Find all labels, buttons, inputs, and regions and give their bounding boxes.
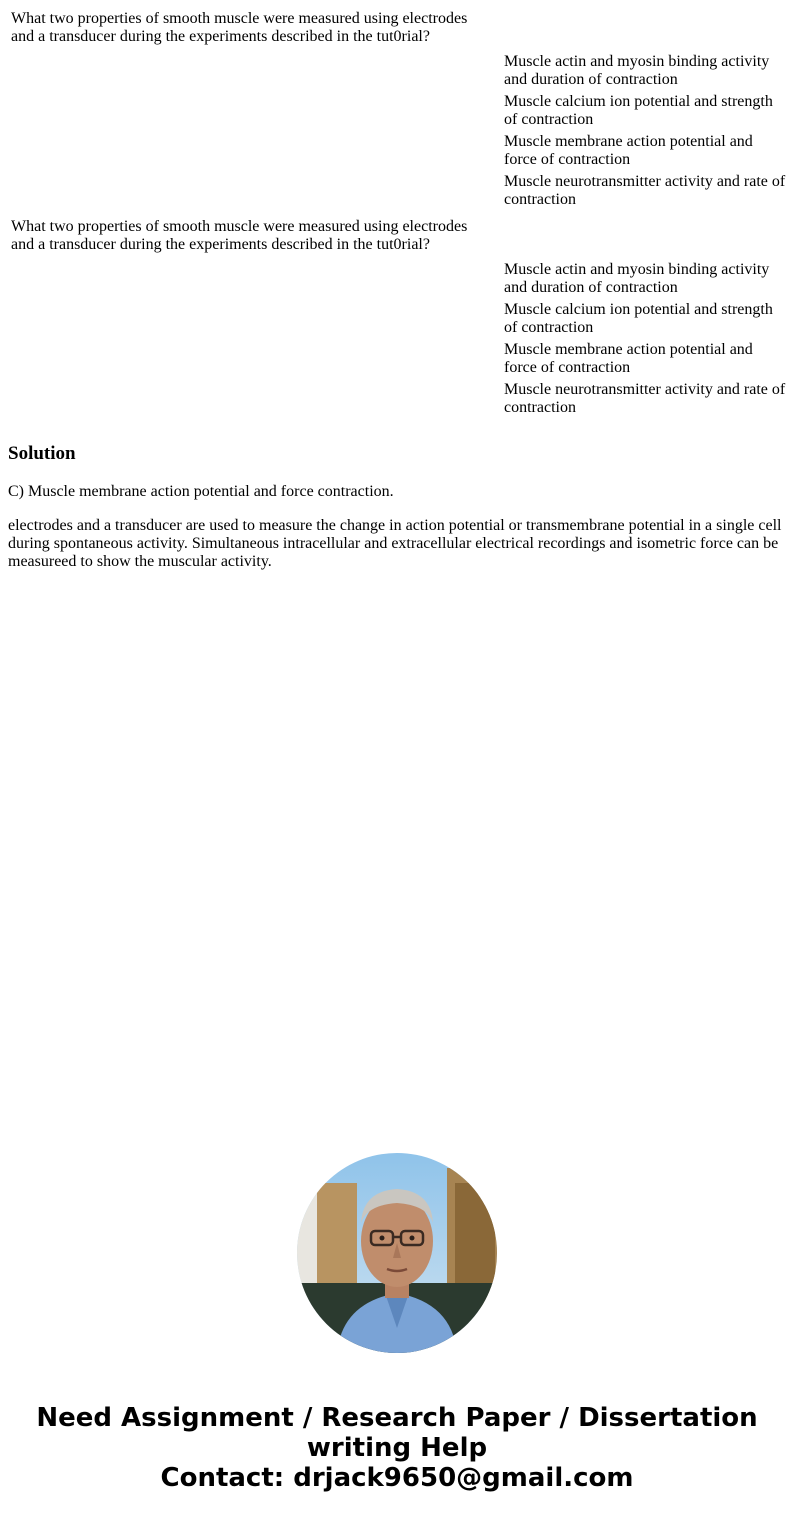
solution-answer: C) Muscle membrane action potential and force contraction.: [8, 483, 394, 500]
solution-heading: Solution: [8, 443, 76, 464]
solution-explanation: electrodes and a transducer are used to measure the change in action potential or transmembrane potential in a single cell during spontaneous activity. Simultaneous intracellular and extracellular electrical recordings and isometric force can be measureed to show the muscular activity.: [8, 517, 782, 570]
promo-banner: [0, 1403, 794, 1493]
option-c: Muscle membrane action potential and force of contraction: [504, 341, 753, 376]
promo-line-2: writing Help: [306, 1433, 488, 1463]
promo-contact: Contact: drjack9650@gmail.com: [160, 1463, 634, 1493]
option-b: Muscle calcium ion potential and strength of contraction: [504, 93, 773, 128]
option-d: Muscle neurotransmitter activity and rate of contraction: [504, 381, 786, 416]
answer-options: [504, 53, 786, 213]
question-text: What two properties of smooth muscle were measured using electrodes and a transducer during the experiments described in the tut0rial?: [11, 218, 468, 253]
option-c: Muscle membrane action potential and force of contraction: [504, 133, 753, 168]
option-b: Muscle calcium ion potential and strength of contraction: [504, 301, 773, 336]
author-avatar: [297, 1153, 497, 1353]
option-a: Muscle actin and myosin binding activity and duration of contraction: [504, 53, 770, 88]
promo-line-1: Need Assignment / Research Paper / Dissertation: [36, 1403, 758, 1433]
option-d: Muscle neurotransmitter activity and rate of contraction: [504, 173, 786, 208]
answer-options: [504, 261, 786, 421]
option-a: Muscle actin and myosin binding activity and duration of contraction: [504, 261, 770, 296]
question-text: What two properties of smooth muscle were measured using electrodes and a transducer during the experiments described in the tut0rial?: [11, 10, 468, 45]
